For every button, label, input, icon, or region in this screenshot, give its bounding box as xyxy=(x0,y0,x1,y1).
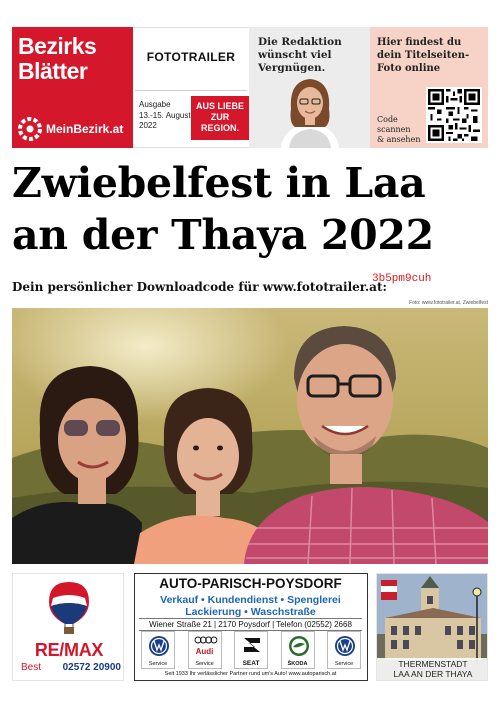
edition-box xyxy=(133,27,249,148)
headline-line1: Zwiebelfest in Laa xyxy=(12,159,426,207)
issue-dates: 13.-15. August xyxy=(139,110,191,120)
brand-caption: Service xyxy=(334,661,354,667)
auto-footer: Seit 1933 Ihr verlässlicher Partner rund um's Auto! www.autoparisch.at xyxy=(164,671,337,677)
bezirksblaetter-logo[interactable] xyxy=(12,27,133,148)
audi-rings-icon xyxy=(194,636,218,644)
laa-line2: LAA AN DER THAYA xyxy=(393,668,473,679)
skoda-icon xyxy=(288,635,310,657)
seat-icon xyxy=(241,635,263,655)
scan-line2: scannen xyxy=(377,125,411,134)
auto-services-2: Lackierung • Waschstraße xyxy=(185,606,316,618)
logo-line2: Blätter xyxy=(18,58,88,84)
brand-skoda[interactable] xyxy=(281,631,315,669)
remax-contact xyxy=(21,662,121,673)
vw-icon xyxy=(148,635,170,657)
brand-vw[interactable] xyxy=(141,631,175,669)
qr-code[interactable] xyxy=(426,87,482,143)
brand-caption: ŠKODA xyxy=(287,661,308,667)
qr-text: Hier findest du dein Titelseiten-Foto online xyxy=(377,37,470,74)
slogan-line3: REGION. xyxy=(200,123,239,133)
redaktion-box xyxy=(249,27,370,148)
family-photo-illustration xyxy=(12,308,488,564)
brand-caption: SEAT xyxy=(242,660,260,667)
photo-credit: Foto: www.fototrailer.at, Zwiebelfest xyxy=(409,300,488,306)
divider xyxy=(135,90,247,91)
laa-tourism-ad[interactable] xyxy=(376,573,488,681)
issue-label: Ausgabe xyxy=(139,100,171,109)
logo-line1: Bezirks xyxy=(18,33,97,59)
brand-seat[interactable] xyxy=(234,631,268,669)
redaktion-text: Die Redaktion wünscht viel Vergnügen. xyxy=(258,36,342,74)
header-band xyxy=(12,27,488,148)
remax-tag: Best xyxy=(21,662,42,673)
logo-site-text: MeinBezirk.at xyxy=(46,122,124,136)
brand-vw-nutzfahrzeuge[interactable] xyxy=(327,631,361,669)
download-text: Dein persönlicher Downloadcode für www.fototrailer.at: xyxy=(12,280,387,294)
slogan-line1: AUS LIEBE xyxy=(195,101,244,111)
auto-parisch-ad[interactable] xyxy=(134,573,368,681)
vw-commercial-icon xyxy=(334,635,356,657)
scan-line3: & ansehen xyxy=(377,135,421,144)
issue-info xyxy=(139,100,191,132)
remax-name: RE/MAX xyxy=(34,640,104,660)
auto-title: AUTO-PARISCH-POYSDORF xyxy=(159,576,342,591)
download-code[interactable]: 3b5pm9cuh xyxy=(372,273,432,285)
editor-portrait xyxy=(271,75,349,148)
brand-caption: Service xyxy=(195,661,214,667)
brand-audi[interactable] xyxy=(188,631,222,669)
remax-balloon-icon xyxy=(47,580,91,638)
slogan-line2: ZUR xyxy=(210,112,230,122)
product-name: FOTOTRAILER xyxy=(146,50,236,64)
brand-caption: Service xyxy=(148,661,168,667)
title-photo xyxy=(12,308,488,564)
scan-line1: Code xyxy=(377,115,398,124)
qr-box xyxy=(370,27,488,148)
headline-line2: an der Thaya 2022 xyxy=(12,211,434,259)
remax-phone[interactable]: 02572 20900 xyxy=(62,662,121,673)
slogan-badge xyxy=(191,96,249,140)
auto-services-1: Verkauf • Kundendienst • Spenglerei xyxy=(160,594,341,606)
auto-address: Wiener Straße 21 | 2170 Poysdorf | Telefon (02552) 2668 xyxy=(139,618,362,631)
meinbezirk-icon xyxy=(18,117,42,141)
remax-ad[interactable] xyxy=(12,573,124,681)
brand-row xyxy=(141,631,361,669)
headline xyxy=(12,157,488,261)
laa-caption xyxy=(377,658,488,680)
brand-word: Audi xyxy=(195,647,214,656)
laa-line1: THERMENSTADT xyxy=(398,659,468,669)
logo-site xyxy=(18,117,123,141)
issue-year: 2022 xyxy=(139,121,157,130)
qr-scan-hint xyxy=(377,115,420,145)
